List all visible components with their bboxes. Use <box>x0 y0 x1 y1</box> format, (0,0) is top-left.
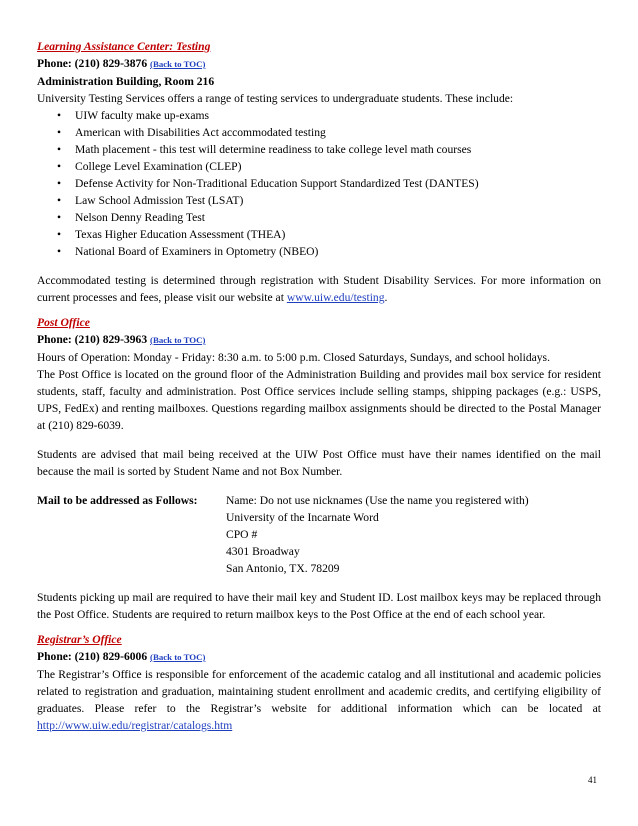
registrar-phone-line <box>37 648 601 666</box>
paragraph-text: The Registrar’s Office is responsible for enforcement of the academic catalog and all institutional and academic policies related to registration and graduation, maintaining student enrollment and academic credits, and certifying eligibility of graduates. Please refer to the Registrar’s website for additional information which can be located at <box>37 668 601 715</box>
list-item: • Math placement - this test will determine readiness to take college level math courses <box>54 141 601 158</box>
page-number: 41 <box>588 775 597 785</box>
post-office-phone: Phone: (210) 829-3963 <box>37 333 151 346</box>
list-item: • College Level Examination (CLEP) <box>54 158 601 175</box>
mailing-address-lines <box>226 492 529 577</box>
testing-intro: University Testing Services offers a range of testing services to undergraduate students. These include: <box>37 92 514 105</box>
mailing-address-block <box>37 492 601 577</box>
paragraph-text: Accommodated testing is determined through registration with Student Disability Services. For more information on current processes and fees, please visit our website at <box>37 274 601 304</box>
section-title-post-office: Post Office <box>37 316 90 329</box>
post-office-hours: Hours of Operation: Monday - Friday: 8:30 a.m. to 5:00 p.m. Closed Saturdays, Sundays, and school holidays. <box>37 351 550 364</box>
testing-accommodated-paragraph <box>37 272 601 306</box>
address-line: 4301 Broadway <box>226 545 300 558</box>
paragraph-text: . <box>384 291 388 304</box>
testing-phone: Phone: (210) 829-3876 <box>37 57 151 70</box>
back-to-toc-link[interactable]: (Back to TOC) <box>150 59 206 69</box>
list-item: • Texas Higher Education Assessment (THEA) <box>54 226 601 243</box>
section-title-testing: Learning Assistance Center: Testing <box>37 40 211 53</box>
registrar-catalog-link[interactable]: http://www.uiw.edu/registrar/catalogs.htm <box>37 719 233 732</box>
post-office-pickup: Students picking up mail are required to have their mail key and Student ID. Lost mailbox keys may be replaced through the Post Office. Students are required to return mailbox keys to the Post Office at the end of each school year. <box>37 591 601 621</box>
list-item: • Nelson Denny Reading Test <box>54 209 601 226</box>
list-item: • Defense Activity for Non-Traditional Education Support Standardized Test (DANTES) <box>54 175 601 192</box>
post-office-advice: Students are advised that mail being received at the UIW Post Office must have their names identified on the mail because the mail is sorted by Student Name and not Box Number. <box>37 448 601 478</box>
address-line: Name: Do not use nicknames (Use the name you registered with) <box>226 494 529 507</box>
testing-section <box>37 38 601 306</box>
post-office-description: The Post Office is located on the ground floor of the Administration Building and provides mail box service for resident students, staff, faculty and administration. Post Office services include selling stamps, shipping packages (e.g.: USPS, UPS, FedEx) and renting mailboxes. Questions regarding mailbox assignments should be directed to the Postal Manager at (210) 829-6039. <box>37 368 601 432</box>
registrar-section <box>37 631 601 734</box>
testing-services-list <box>37 107 601 260</box>
registrar-paragraph <box>37 666 601 734</box>
post-office-section <box>37 314 601 623</box>
back-to-toc-link[interactable]: (Back to TOC) <box>150 652 206 662</box>
address-line: University of the Incarnate Word <box>226 511 379 524</box>
registrar-phone: Phone: (210) 829-6006 <box>37 650 151 663</box>
list-item: • American with Disabilities Act accommodated testing <box>54 124 601 141</box>
post-office-phone-line <box>37 331 601 349</box>
list-item: • Law School Admission Test (LSAT) <box>54 192 601 209</box>
testing-location: Administration Building, Room 216 <box>37 75 215 88</box>
testing-website-link[interactable]: www.uiw.edu/testing <box>286 291 385 304</box>
list-item: • National Board of Examiners in Optometry (NBEO) <box>54 243 601 260</box>
document-page <box>37 38 601 734</box>
section-title-registrar: Registrar’s Office <box>37 633 122 646</box>
back-to-toc-link[interactable]: (Back to TOC) <box>150 335 206 345</box>
list-item: • UIW faculty make up-exams <box>54 107 601 124</box>
testing-phone-line <box>37 55 601 73</box>
address-line: CPO # <box>226 528 258 541</box>
address-line: San Antonio, TX. 78209 <box>226 562 340 575</box>
mailing-address-label: Mail to be addressed as Follows: <box>37 494 198 507</box>
